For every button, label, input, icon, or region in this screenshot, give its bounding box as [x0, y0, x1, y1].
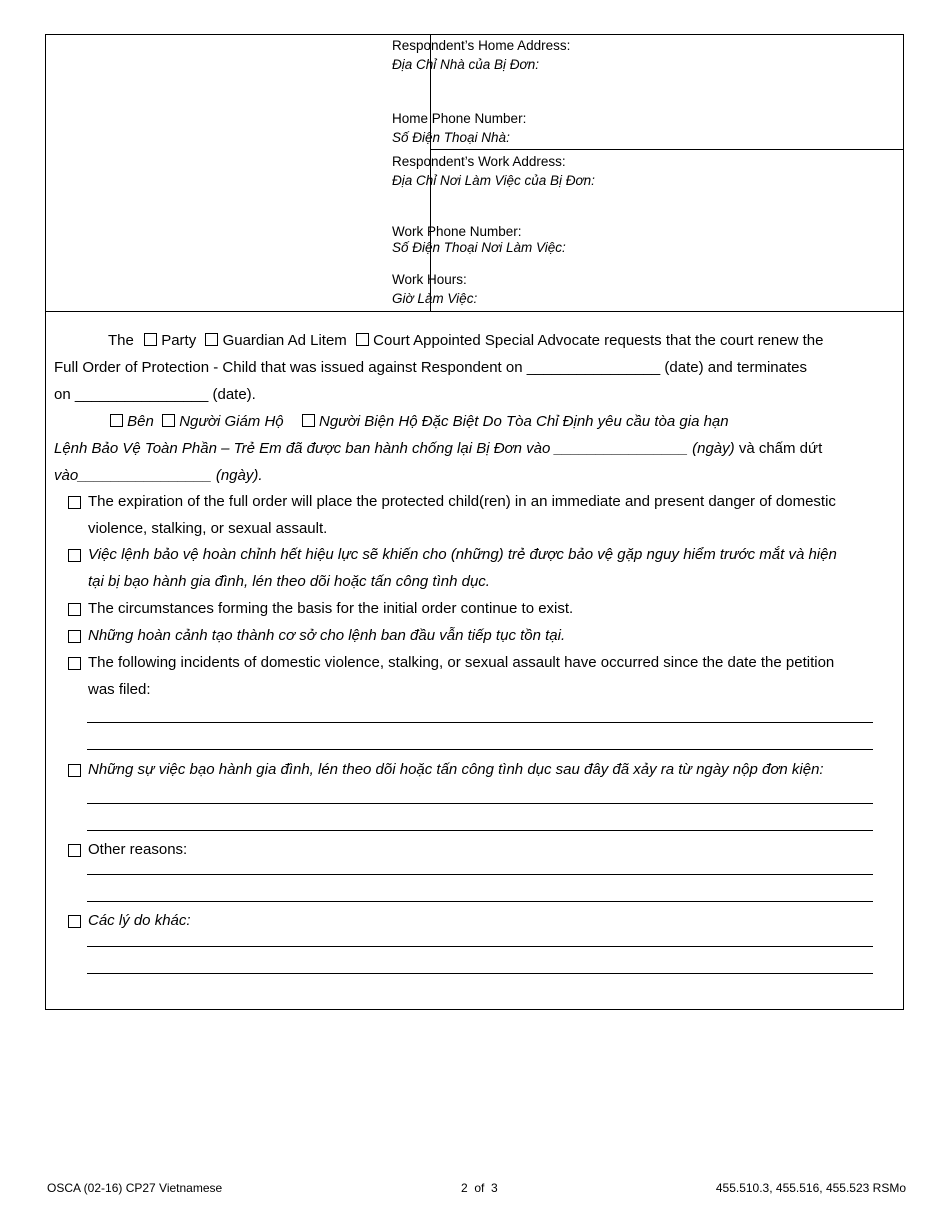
expiration-vi-text-2: tại bị bạo hành gia đình, lén theo dõi hoặc tấn công tình dục.	[88, 573, 490, 590]
work-hours-label: Work Hours:	[392, 272, 467, 287]
other-reasons-vi-text: Các lý do khác:	[88, 912, 191, 929]
expiration-text-1: The expiration of the full order will place the protected child(ren) in an immediate and present danger of domestic	[88, 493, 836, 510]
request-vi-line-2	[54, 439, 822, 459]
incidents-vi-fill-line[interactable]	[87, 830, 873, 831]
incidents-fill-line[interactable]	[87, 749, 873, 750]
incidents-text-2: was filed:	[88, 681, 151, 698]
other-reasons-checkbox[interactable]	[68, 844, 81, 857]
section-divider	[46, 311, 903, 312]
incidents-fill-line[interactable]	[87, 722, 873, 723]
circumstances-vi-checkbox[interactable]	[68, 630, 81, 643]
work-address-label-vi: Địa Chỉ Nơi Làm Việc của Bị Đơn:	[392, 173, 595, 188]
incidents-vi-text: Những sự việc bạo hành gia đình, lén theo dõi hoặc tấn công tình dục sau đây đã xảy ra từ ngày nộp đơn kiện:	[88, 761, 824, 778]
ben-checkbox[interactable]	[110, 414, 123, 427]
expiration-vi-checkbox[interactable]	[68, 549, 81, 562]
bien-ho-label: Người Biện Hộ Đặc Biệt Do Tòa Chỉ Định yêu cầu tòa gia hạn	[319, 413, 729, 430]
request-line-3: on ________________ (date).	[54, 386, 256, 403]
work-address-label: Respondent’s Work Address:	[392, 154, 566, 169]
circumstances-vi-text: Những hoàn cảnh tạo thành cơ sở cho lệnh ban đầu vẫn tiếp tục tồn tại.	[88, 627, 566, 644]
circumstances-text: The circumstances forming the basis for the initial order continue to exist.	[88, 600, 574, 617]
expiration-vi-text-1: Việc lệnh bảo vệ hoàn chỉnh hết hiệu lực sẽ khiến cho (những) trẻ được bảo vệ gặp nguy hiểm trước mắt và hiện	[88, 546, 837, 563]
request-line-1	[108, 331, 823, 351]
request-vi-line-3b: (ngày).	[215, 467, 263, 484]
request-vi-line-3	[54, 466, 263, 486]
request-vi-line-2a: Lệnh Bảo Vệ Toàn Phần – Trẻ Em đã được ban hành chống lại Bị Đơn vào ________________	[54, 440, 688, 457]
guardian-checkbox[interactable]	[205, 333, 218, 346]
the-text: The	[108, 332, 134, 349]
incidents-checkbox[interactable]	[68, 657, 81, 670]
home-address-label: Respondent’s Home Address:	[392, 38, 571, 53]
other-reasons-vi-fill-line[interactable]	[87, 973, 873, 974]
work-hours-label-vi: Giờ Làm Việc:	[392, 291, 478, 306]
form-id: OSCA (02-16) CP27 Vietnamese	[47, 1181, 223, 1195]
request-vi-line-1	[110, 412, 729, 432]
home-address-label-vi: Địa Chỉ Nhà của Bị Đơn:	[392, 57, 539, 72]
request-vi-line-2b: (ngày)	[692, 440, 735, 457]
request-vi-line-3a: vào________________	[54, 467, 212, 484]
incidents-text-1: The following incidents of domestic violence, stalking, or sexual assault have occurred since the date the petition	[88, 654, 835, 671]
guardian-label: Guardian Ad Litem	[222, 332, 347, 349]
request-vi-line-2c: và chấm dứt	[738, 440, 823, 457]
casa-checkbox[interactable]	[356, 333, 369, 346]
incidents-vi-fill-line[interactable]	[87, 803, 873, 804]
casa-label: Court Appointed Special Advocate requests that the court renew the	[373, 332, 824, 349]
bien-ho-checkbox[interactable]	[302, 414, 315, 427]
statute-reference: 455.510.3, 455.516, 455.523 RSMo	[715, 1181, 906, 1195]
expiration-text-2: violence, stalking, or sexual assault.	[88, 520, 328, 537]
work-phone-label: Work Phone Number:	[392, 224, 522, 239]
expiration-checkbox[interactable]	[68, 496, 81, 509]
ben-label: Bên	[127, 413, 154, 430]
page-number: 2 of 3	[461, 1181, 498, 1195]
address-divider	[430, 149, 904, 150]
home-phone-label: Home Phone Number:	[392, 111, 527, 126]
work-phone-label-vi: Số Điện Thoại Nơi Làm Việc:	[392, 240, 566, 255]
other-reasons-fill-line[interactable]	[87, 901, 873, 902]
giam-ho-label: Người Giám Hộ	[179, 413, 284, 430]
giam-ho-checkbox[interactable]	[162, 414, 175, 427]
other-reasons-text: Other reasons:	[88, 841, 188, 858]
incidents-vi-checkbox[interactable]	[68, 764, 81, 777]
party-label: Party	[161, 332, 197, 349]
request-line-2: Full Order of Protection - Child that was issued against Respondent on ________________ (date) and terminates	[54, 359, 807, 376]
other-reasons-vi-checkbox[interactable]	[68, 915, 81, 928]
party-checkbox[interactable]	[144, 333, 157, 346]
other-reasons-fill-line[interactable]	[87, 874, 873, 875]
circumstances-checkbox[interactable]	[68, 603, 81, 616]
other-reasons-vi-fill-line[interactable]	[87, 946, 873, 947]
home-phone-label-vi: Số Điện Thoại Nhà:	[392, 130, 510, 145]
